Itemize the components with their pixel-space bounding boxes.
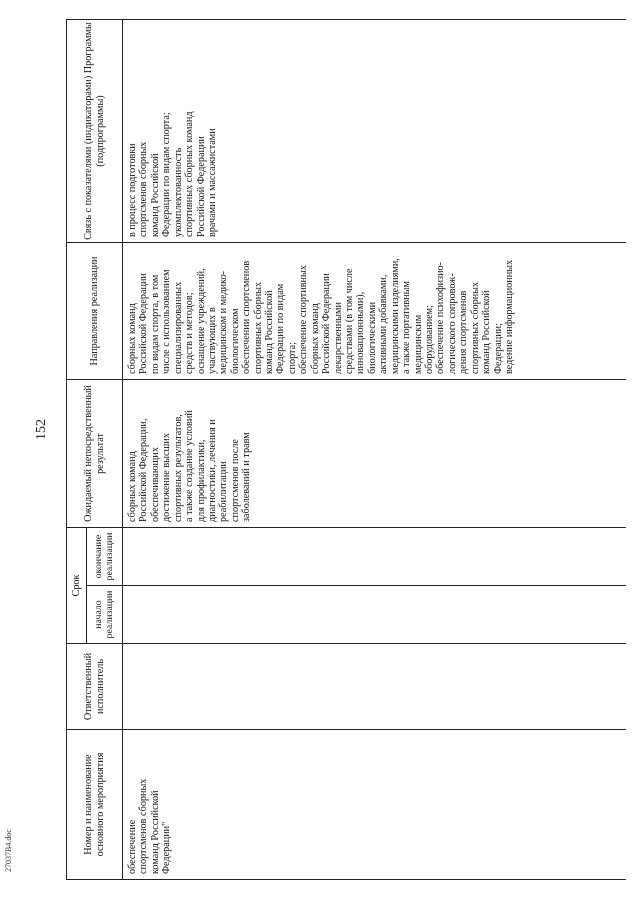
header-term: Срок	[67, 528, 87, 644]
rotated-page-content	[66, 20, 626, 880]
header-link-indicators: Связь с показателями (индикаторами) Программы (подпрограммы)	[67, 20, 123, 243]
cell-link-indicators: в процесс подготовки спортсменов сборных команд Российской Федерации по видам спорта; укомплектованность спортивных сборных команд Российской Федерации врачами и массажистами	[123, 20, 626, 243]
table-row	[123, 20, 626, 880]
cell-term-start	[123, 586, 626, 644]
header-directions: Направления реализации	[67, 243, 123, 380]
header-number-and-name: Номер и наименование основного мероприятия	[67, 730, 123, 880]
header-term-start: начало реализации	[87, 586, 123, 644]
cell-responsible	[123, 644, 626, 730]
header-expected-result: Ожидаемый непосредственный результат	[67, 380, 123, 528]
cell-number-and-name: обеспечение спортсменов сборных команд Российской Федерации"	[123, 730, 626, 880]
page-number: 152	[34, 419, 49, 440]
document-code: 27037B4.doc	[4, 829, 13, 872]
header-term-end: окончание реализации	[87, 528, 123, 586]
program-activities-table	[66, 19, 626, 880]
cell-term-end	[123, 528, 626, 586]
cell-expected-result: сборных команд Российской Федерации, обеспечивающих достижение высших спортивных результатов, а также создание условий для профилактики, диагностики, лечения и реабилитации спортсменов после заболеваний и травм	[123, 380, 626, 528]
cell-directions: сборных команд Российской Федерации по видам спорта, в том числе с использованием специализированных средств и методов; оснащение учреждений, участвующих в медицинском и медико- биологическом обеспечении спортсменов спортивных сборных команд Российской Федерации по видам спорта; обеспечение спортивных сборных команд Российской Федерации лекарственными средствами (в том числе инновационными), биологическими активными добавками, медицинскими изделиями, а также портативным медицинским оборудованием; обеспечение психофизио- логического сопровож- дения спортсменов спортивных сборных команд Российской Федерации; ведение информационных	[123, 243, 626, 380]
header-responsible: Ответственный исполнитель	[67, 644, 123, 730]
